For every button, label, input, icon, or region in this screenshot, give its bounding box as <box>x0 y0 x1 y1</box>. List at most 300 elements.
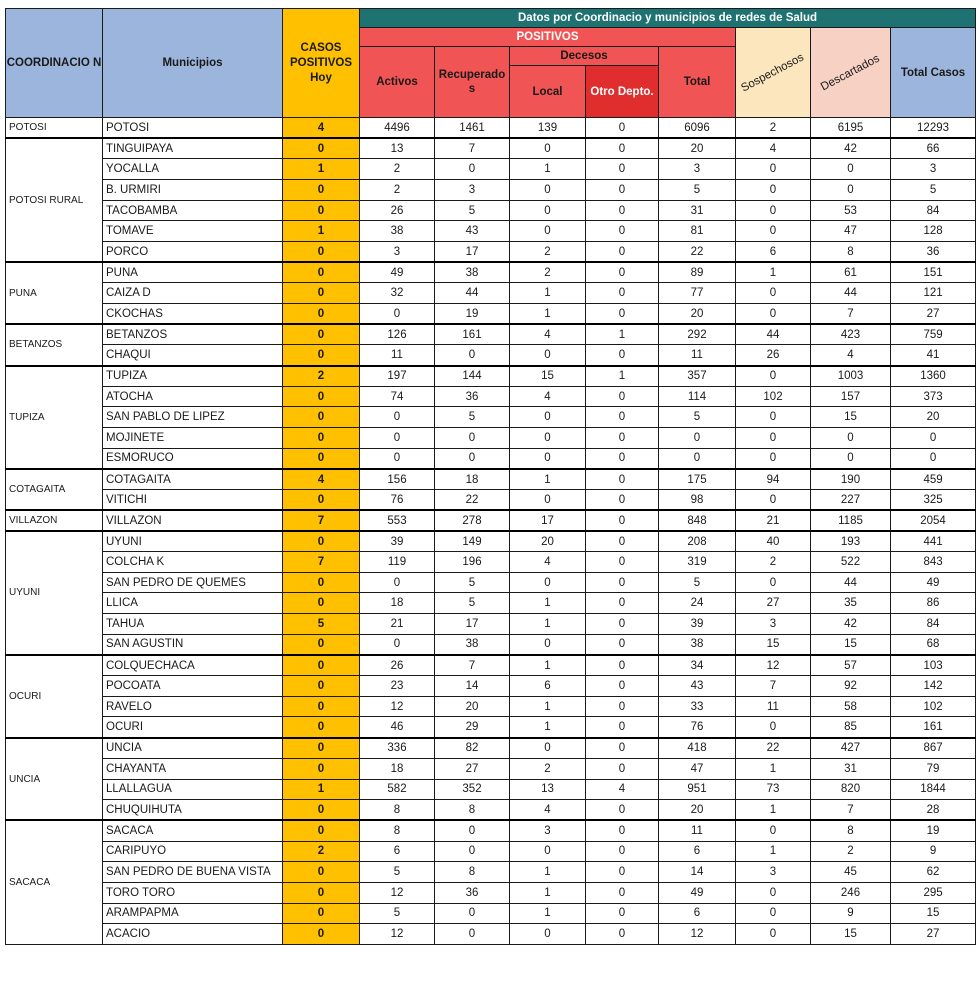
table-row <box>6 800 976 821</box>
decesos-local-cell: 1 <box>510 469 586 490</box>
activos-cell: 13 <box>360 138 435 159</box>
sospechosos-cell: 0 <box>736 283 811 304</box>
recuperados-cell: 0 <box>435 345 510 366</box>
decesos-local-cell: 0 <box>510 738 586 759</box>
recuperados-cell: 44 <box>435 283 510 304</box>
sospechosos-cell: 27 <box>736 593 811 614</box>
total-casos-cell: 1360 <box>891 366 976 387</box>
total-cell: 33 <box>659 696 736 717</box>
table-row <box>6 758 976 779</box>
decesos-otro-cell: 0 <box>586 593 659 614</box>
activos-cell: 18 <box>360 593 435 614</box>
descartados-cell: 42 <box>811 614 891 635</box>
coordinacion-cell: TUPIZA <box>6 366 103 469</box>
decesos-otro-cell: 1 <box>586 324 659 345</box>
activos-cell: 0 <box>360 634 435 655</box>
decesos-otro-cell: 0 <box>586 510 659 531</box>
recuperados-cell: 352 <box>435 779 510 800</box>
table-row <box>6 118 976 139</box>
decesos-local-cell: 1 <box>510 614 586 635</box>
municipio-cell: TOMAVE <box>103 221 283 242</box>
sospechosos-cell: 3 <box>736 862 811 883</box>
hoy-cell: 0 <box>283 180 360 201</box>
municipio-cell: COLQUECHACA <box>103 655 283 676</box>
coordinacion-cell: BETANZOS <box>6 324 103 365</box>
table-row <box>6 138 976 159</box>
hoy-cell: 7 <box>283 510 360 531</box>
total-cell: 319 <box>659 552 736 573</box>
total-cell: 47 <box>659 758 736 779</box>
coordinacion-cell: POTOSI <box>6 118 103 139</box>
recuperados-cell: 0 <box>435 159 510 180</box>
decesos-otro-cell: 0 <box>586 655 659 676</box>
hoy-cell: 1 <box>283 779 360 800</box>
recuperados-cell: 7 <box>435 655 510 676</box>
descartados-cell: 4 <box>811 345 891 366</box>
municipio-cell: UNCIA <box>103 738 283 759</box>
recuperados-cell: 0 <box>435 924 510 945</box>
total-cell: 34 <box>659 655 736 676</box>
municipio-cell: CHUQUIHUTA <box>103 800 283 821</box>
sospechosos-cell: 0 <box>736 717 811 738</box>
header-total-casos: Total Casos <box>891 28 976 118</box>
decesos-otro-cell: 0 <box>586 490 659 511</box>
decesos-otro-cell: 0 <box>586 758 659 779</box>
activos-cell: 5 <box>360 862 435 883</box>
decesos-local-cell: 17 <box>510 510 586 531</box>
table-row <box>6 862 976 883</box>
total-cell: 5 <box>659 407 736 428</box>
decesos-local-cell: 4 <box>510 386 586 407</box>
sospechosos-cell: 15 <box>736 634 811 655</box>
sospechosos-cell: 3 <box>736 614 811 635</box>
sospechosos-cell: 102 <box>736 386 811 407</box>
sospechosos-cell: 0 <box>736 159 811 180</box>
recuperados-cell: 144 <box>435 366 510 387</box>
descartados-cell: 0 <box>811 180 891 201</box>
total-cell: 6 <box>659 841 736 862</box>
activos-cell: 49 <box>360 262 435 283</box>
decesos-local-cell: 0 <box>510 634 586 655</box>
total-casos-cell: 295 <box>891 882 976 903</box>
decesos-otro-cell: 0 <box>586 345 659 366</box>
total-casos-cell: 102 <box>891 696 976 717</box>
decesos-otro-cell: 0 <box>586 242 659 263</box>
table-row <box>6 924 976 945</box>
total-cell: 77 <box>659 283 736 304</box>
coordinacion-cell: COTAGAITA <box>6 469 103 510</box>
sospechosos-cell: 0 <box>736 572 811 593</box>
recuperados-cell: 20 <box>435 696 510 717</box>
hoy-cell: 0 <box>283 903 360 924</box>
hoy-cell: 0 <box>283 696 360 717</box>
descartados-cell: 57 <box>811 655 891 676</box>
sospechosos-cell: 0 <box>736 366 811 387</box>
hoy-cell: 0 <box>283 717 360 738</box>
sospechosos-cell: 0 <box>736 448 811 469</box>
decesos-otro-cell: 0 <box>586 283 659 304</box>
total-casos-cell: 373 <box>891 386 976 407</box>
municipio-cell: CHAYANTA <box>103 758 283 779</box>
sospechosos-cell: 6 <box>736 242 811 263</box>
municipio-cell: ACACIO <box>103 924 283 945</box>
total-casos-cell: 27 <box>891 924 976 945</box>
total-casos-cell: 867 <box>891 738 976 759</box>
descartados-cell: 820 <box>811 779 891 800</box>
decesos-local-cell: 0 <box>510 428 586 449</box>
activos-cell: 8 <box>360 820 435 841</box>
total-cell: 6096 <box>659 118 736 139</box>
total-casos-cell: 28 <box>891 800 976 821</box>
table-row <box>6 448 976 469</box>
descartados-cell: 8 <box>811 820 891 841</box>
municipio-cell: SAN AGUSTIN <box>103 634 283 655</box>
decesos-local-cell: 0 <box>510 841 586 862</box>
hoy-cell: 2 <box>283 366 360 387</box>
decesos-local-cell: 0 <box>510 138 586 159</box>
descartados-cell: 427 <box>811 738 891 759</box>
municipio-cell: UYUNI <box>103 531 283 552</box>
hoy-cell: 1 <box>283 221 360 242</box>
coordinacion-cell: PUNA <box>6 262 103 324</box>
sospechosos-cell: 1 <box>736 758 811 779</box>
total-casos-cell: 5 <box>891 180 976 201</box>
activos-cell: 74 <box>360 386 435 407</box>
table-row <box>6 655 976 676</box>
hoy-cell: 0 <box>283 758 360 779</box>
activos-cell: 11 <box>360 345 435 366</box>
descartados-cell: 53 <box>811 200 891 221</box>
total-cell: 12 <box>659 924 736 945</box>
total-casos-cell: 62 <box>891 862 976 883</box>
sospechosos-cell: 0 <box>736 428 811 449</box>
sospechosos-cell: 94 <box>736 469 811 490</box>
sospechosos-cell: 26 <box>736 345 811 366</box>
total-cell: 3 <box>659 159 736 180</box>
municipio-cell: POTOSI <box>103 118 283 139</box>
hoy-cell: 5 <box>283 614 360 635</box>
recuperados-cell: 36 <box>435 386 510 407</box>
descartados-cell: 45 <box>811 862 891 883</box>
descartados-cell: 6195 <box>811 118 891 139</box>
hoy-cell: 0 <box>283 862 360 883</box>
decesos-otro-cell: 0 <box>586 862 659 883</box>
activos-cell: 8 <box>360 800 435 821</box>
decesos-otro-cell: 0 <box>586 118 659 139</box>
activos-cell: 12 <box>360 924 435 945</box>
decesos-otro-cell: 0 <box>586 800 659 821</box>
recuperados-cell: 8 <box>435 800 510 821</box>
decesos-otro-cell: 0 <box>586 428 659 449</box>
sospechosos-cell: 0 <box>736 221 811 242</box>
decesos-otro-cell: 4 <box>586 779 659 800</box>
sospechosos-cell: 0 <box>736 180 811 201</box>
decesos-otro-cell: 0 <box>586 552 659 573</box>
decesos-local-cell: 0 <box>510 924 586 945</box>
decesos-otro-cell: 0 <box>586 138 659 159</box>
header-datos-title: Datos por Coordinacio y municipios de redes de Salud <box>360 9 976 28</box>
sospechosos-cell: 0 <box>736 903 811 924</box>
decesos-otro-cell: 0 <box>586 448 659 469</box>
recuperados-cell: 3 <box>435 180 510 201</box>
total-cell: 5 <box>659 572 736 593</box>
sospechosos-cell: 1 <box>736 841 811 862</box>
coordinacion-cell: VILLAZON <box>6 510 103 531</box>
municipio-cell: BETANZOS <box>103 324 283 345</box>
descartados-cell: 47 <box>811 221 891 242</box>
decesos-local-cell: 0 <box>510 572 586 593</box>
header-positivos: POSITIVOS <box>360 28 736 47</box>
decesos-local-cell: 4 <box>510 324 586 345</box>
decesos-otro-cell: 0 <box>586 696 659 717</box>
descartados-cell: 9 <box>811 903 891 924</box>
total-casos-cell: 36 <box>891 242 976 263</box>
total-cell: 175 <box>659 469 736 490</box>
descartados-cell: 61 <box>811 262 891 283</box>
decesos-otro-cell: 0 <box>586 634 659 655</box>
hoy-cell: 0 <box>283 882 360 903</box>
activos-cell: 197 <box>360 366 435 387</box>
municipio-cell: POCOATA <box>103 676 283 697</box>
hoy-cell: 4 <box>283 469 360 490</box>
hoy-cell: 0 <box>283 738 360 759</box>
hoy-cell: 0 <box>283 490 360 511</box>
table-row <box>6 593 976 614</box>
total-cell: 43 <box>659 676 736 697</box>
total-cell: 0 <box>659 428 736 449</box>
descartados-cell: 44 <box>811 572 891 593</box>
decesos-local-cell: 1 <box>510 903 586 924</box>
total-casos-cell: 68 <box>891 634 976 655</box>
table-row <box>6 366 976 387</box>
sospechosos-cell: 0 <box>736 200 811 221</box>
recuperados-cell: 38 <box>435 634 510 655</box>
header-decesos: Decesos <box>510 47 659 66</box>
activos-cell: 26 <box>360 200 435 221</box>
municipio-cell: VILLAZON <box>103 510 283 531</box>
total-cell: 292 <box>659 324 736 345</box>
municipio-cell: ATOCHA <box>103 386 283 407</box>
total-casos-cell: 49 <box>891 572 976 593</box>
descartados-cell: 31 <box>811 758 891 779</box>
sospechosos-cell: 73 <box>736 779 811 800</box>
decesos-otro-cell: 0 <box>586 159 659 180</box>
sospechosos-cell: 7 <box>736 676 811 697</box>
descartados-cell: 8 <box>811 242 891 263</box>
total-cell: 0 <box>659 448 736 469</box>
decesos-local-cell: 4 <box>510 800 586 821</box>
sospechosos-cell: 0 <box>736 490 811 511</box>
decesos-otro-cell: 1 <box>586 366 659 387</box>
total-cell: 39 <box>659 614 736 635</box>
sospechosos-cell: 0 <box>736 882 811 903</box>
decesos-otro-cell: 0 <box>586 717 659 738</box>
table-row <box>6 242 976 263</box>
activos-cell: 3 <box>360 242 435 263</box>
total-cell: 951 <box>659 779 736 800</box>
recuperados-cell: 29 <box>435 717 510 738</box>
total-casos-cell: 1844 <box>891 779 976 800</box>
recuperados-cell: 22 <box>435 490 510 511</box>
total-casos-cell: 151 <box>891 262 976 283</box>
decesos-otro-cell: 0 <box>586 738 659 759</box>
activos-cell: 12 <box>360 882 435 903</box>
decesos-local-cell: 1 <box>510 159 586 180</box>
municipio-cell: TUPIZA <box>103 366 283 387</box>
decesos-local-cell: 0 <box>510 221 586 242</box>
activos-cell: 6 <box>360 841 435 862</box>
decesos-local-cell: 6 <box>510 676 586 697</box>
recuperados-cell: 5 <box>435 407 510 428</box>
coordinacion-cell: SACACA <box>6 820 103 944</box>
activos-cell: 46 <box>360 717 435 738</box>
activos-cell: 0 <box>360 407 435 428</box>
descartados-cell: 7 <box>811 304 891 325</box>
decesos-local-cell: 0 <box>510 407 586 428</box>
hoy-cell: 1 <box>283 159 360 180</box>
total-casos-cell: 9 <box>891 841 976 862</box>
descartados-cell: 92 <box>811 676 891 697</box>
municipio-cell: TINGUIPAYA <box>103 138 283 159</box>
decesos-otro-cell: 0 <box>586 180 659 201</box>
total-casos-cell: 12293 <box>891 118 976 139</box>
hoy-cell: 4 <box>283 118 360 139</box>
hoy-cell: 0 <box>283 634 360 655</box>
table-row <box>6 510 976 531</box>
descartados-cell: 1185 <box>811 510 891 531</box>
sospechosos-cell: 11 <box>736 696 811 717</box>
sospechosos-cell: 1 <box>736 262 811 283</box>
total-casos-cell: 3 <box>891 159 976 180</box>
table-row <box>6 490 976 511</box>
descartados-cell: 423 <box>811 324 891 345</box>
sospechosos-cell: 2 <box>736 118 811 139</box>
table-row <box>6 676 976 697</box>
recuperados-cell: 0 <box>435 428 510 449</box>
recuperados-cell: 5 <box>435 593 510 614</box>
decesos-local-cell: 2 <box>510 758 586 779</box>
table-row <box>6 882 976 903</box>
municipio-cell: TACOBAMBA <box>103 200 283 221</box>
decesos-otro-cell: 0 <box>586 903 659 924</box>
recuperados-cell: 82 <box>435 738 510 759</box>
descartados-cell: 227 <box>811 490 891 511</box>
coordinacion-cell: OCURI <box>6 655 103 738</box>
header-casos-hoy: CASOS POSITIVOS Hoy <box>283 9 360 118</box>
activos-cell: 582 <box>360 779 435 800</box>
total-casos-cell: 79 <box>891 758 976 779</box>
recuperados-cell: 161 <box>435 324 510 345</box>
table-row <box>6 696 976 717</box>
activos-cell: 21 <box>360 614 435 635</box>
decesos-local-cell: 0 <box>510 448 586 469</box>
descartados-cell: 190 <box>811 469 891 490</box>
table-row <box>6 469 976 490</box>
decesos-local-cell: 3 <box>510 820 586 841</box>
activos-cell: 2 <box>360 159 435 180</box>
total-casos-cell: 84 <box>891 200 976 221</box>
total-casos-cell: 103 <box>891 655 976 676</box>
coordinacion-cell: UYUNI <box>6 531 103 655</box>
activos-cell: 0 <box>360 448 435 469</box>
total-cell: 208 <box>659 531 736 552</box>
decesos-otro-cell: 0 <box>586 407 659 428</box>
activos-cell: 76 <box>360 490 435 511</box>
header-municipios: Municipios <box>103 9 283 118</box>
recuperados-cell: 0 <box>435 841 510 862</box>
descartados-cell: 1003 <box>811 366 891 387</box>
hoy-cell: 0 <box>283 800 360 821</box>
recuperados-cell: 5 <box>435 572 510 593</box>
table-row <box>6 903 976 924</box>
recuperados-cell: 43 <box>435 221 510 242</box>
table-row <box>6 407 976 428</box>
recuperados-cell: 0 <box>435 903 510 924</box>
decesos-local-cell: 1 <box>510 862 586 883</box>
municipio-cell: CKOCHAS <box>103 304 283 325</box>
descartados-cell: 15 <box>811 924 891 945</box>
activos-cell: 0 <box>360 572 435 593</box>
total-casos-cell: 86 <box>891 593 976 614</box>
sospechosos-cell: 0 <box>736 304 811 325</box>
total-cell: 38 <box>659 634 736 655</box>
total-casos-cell: 0 <box>891 428 976 449</box>
municipio-cell: PUNA <box>103 262 283 283</box>
total-cell: 6 <box>659 903 736 924</box>
hoy-cell: 0 <box>283 262 360 283</box>
total-cell: 20 <box>659 138 736 159</box>
activos-cell: 156 <box>360 469 435 490</box>
hoy-cell: 0 <box>283 242 360 263</box>
hoy-cell: 2 <box>283 841 360 862</box>
decesos-otro-cell: 0 <box>586 469 659 490</box>
total-cell: 357 <box>659 366 736 387</box>
total-cell: 89 <box>659 262 736 283</box>
sospechosos-cell: 1 <box>736 800 811 821</box>
total-casos-cell: 41 <box>891 345 976 366</box>
header-otro-depto: Otro Depto. <box>586 66 659 118</box>
activos-cell: 38 <box>360 221 435 242</box>
total-casos-cell: 142 <box>891 676 976 697</box>
decesos-otro-cell: 0 <box>586 820 659 841</box>
municipio-cell: CAIZA D <box>103 283 283 304</box>
table-row <box>6 841 976 862</box>
total-cell: 31 <box>659 200 736 221</box>
decesos-local-cell: 0 <box>510 180 586 201</box>
decesos-local-cell: 4 <box>510 552 586 573</box>
total-cell: 20 <box>659 304 736 325</box>
total-casos-cell: 128 <box>891 221 976 242</box>
total-cell: 81 <box>659 221 736 242</box>
descartados-cell: 7 <box>811 800 891 821</box>
descartados-cell: 15 <box>811 634 891 655</box>
municipio-cell: B. URMIRI <box>103 180 283 201</box>
table-row <box>6 345 976 366</box>
total-cell: 848 <box>659 510 736 531</box>
activos-cell: 12 <box>360 696 435 717</box>
decesos-otro-cell: 0 <box>586 200 659 221</box>
total-casos-cell: 84 <box>891 614 976 635</box>
sospechosos-cell: 40 <box>736 531 811 552</box>
total-casos-cell: 2054 <box>891 510 976 531</box>
municipio-cell: TORO TORO <box>103 882 283 903</box>
decesos-local-cell: 1 <box>510 655 586 676</box>
recuperados-cell: 0 <box>435 820 510 841</box>
decesos-local-cell: 1 <box>510 696 586 717</box>
total-casos-cell: 325 <box>891 490 976 511</box>
table-row <box>6 738 976 759</box>
sospechosos-cell: 0 <box>736 407 811 428</box>
